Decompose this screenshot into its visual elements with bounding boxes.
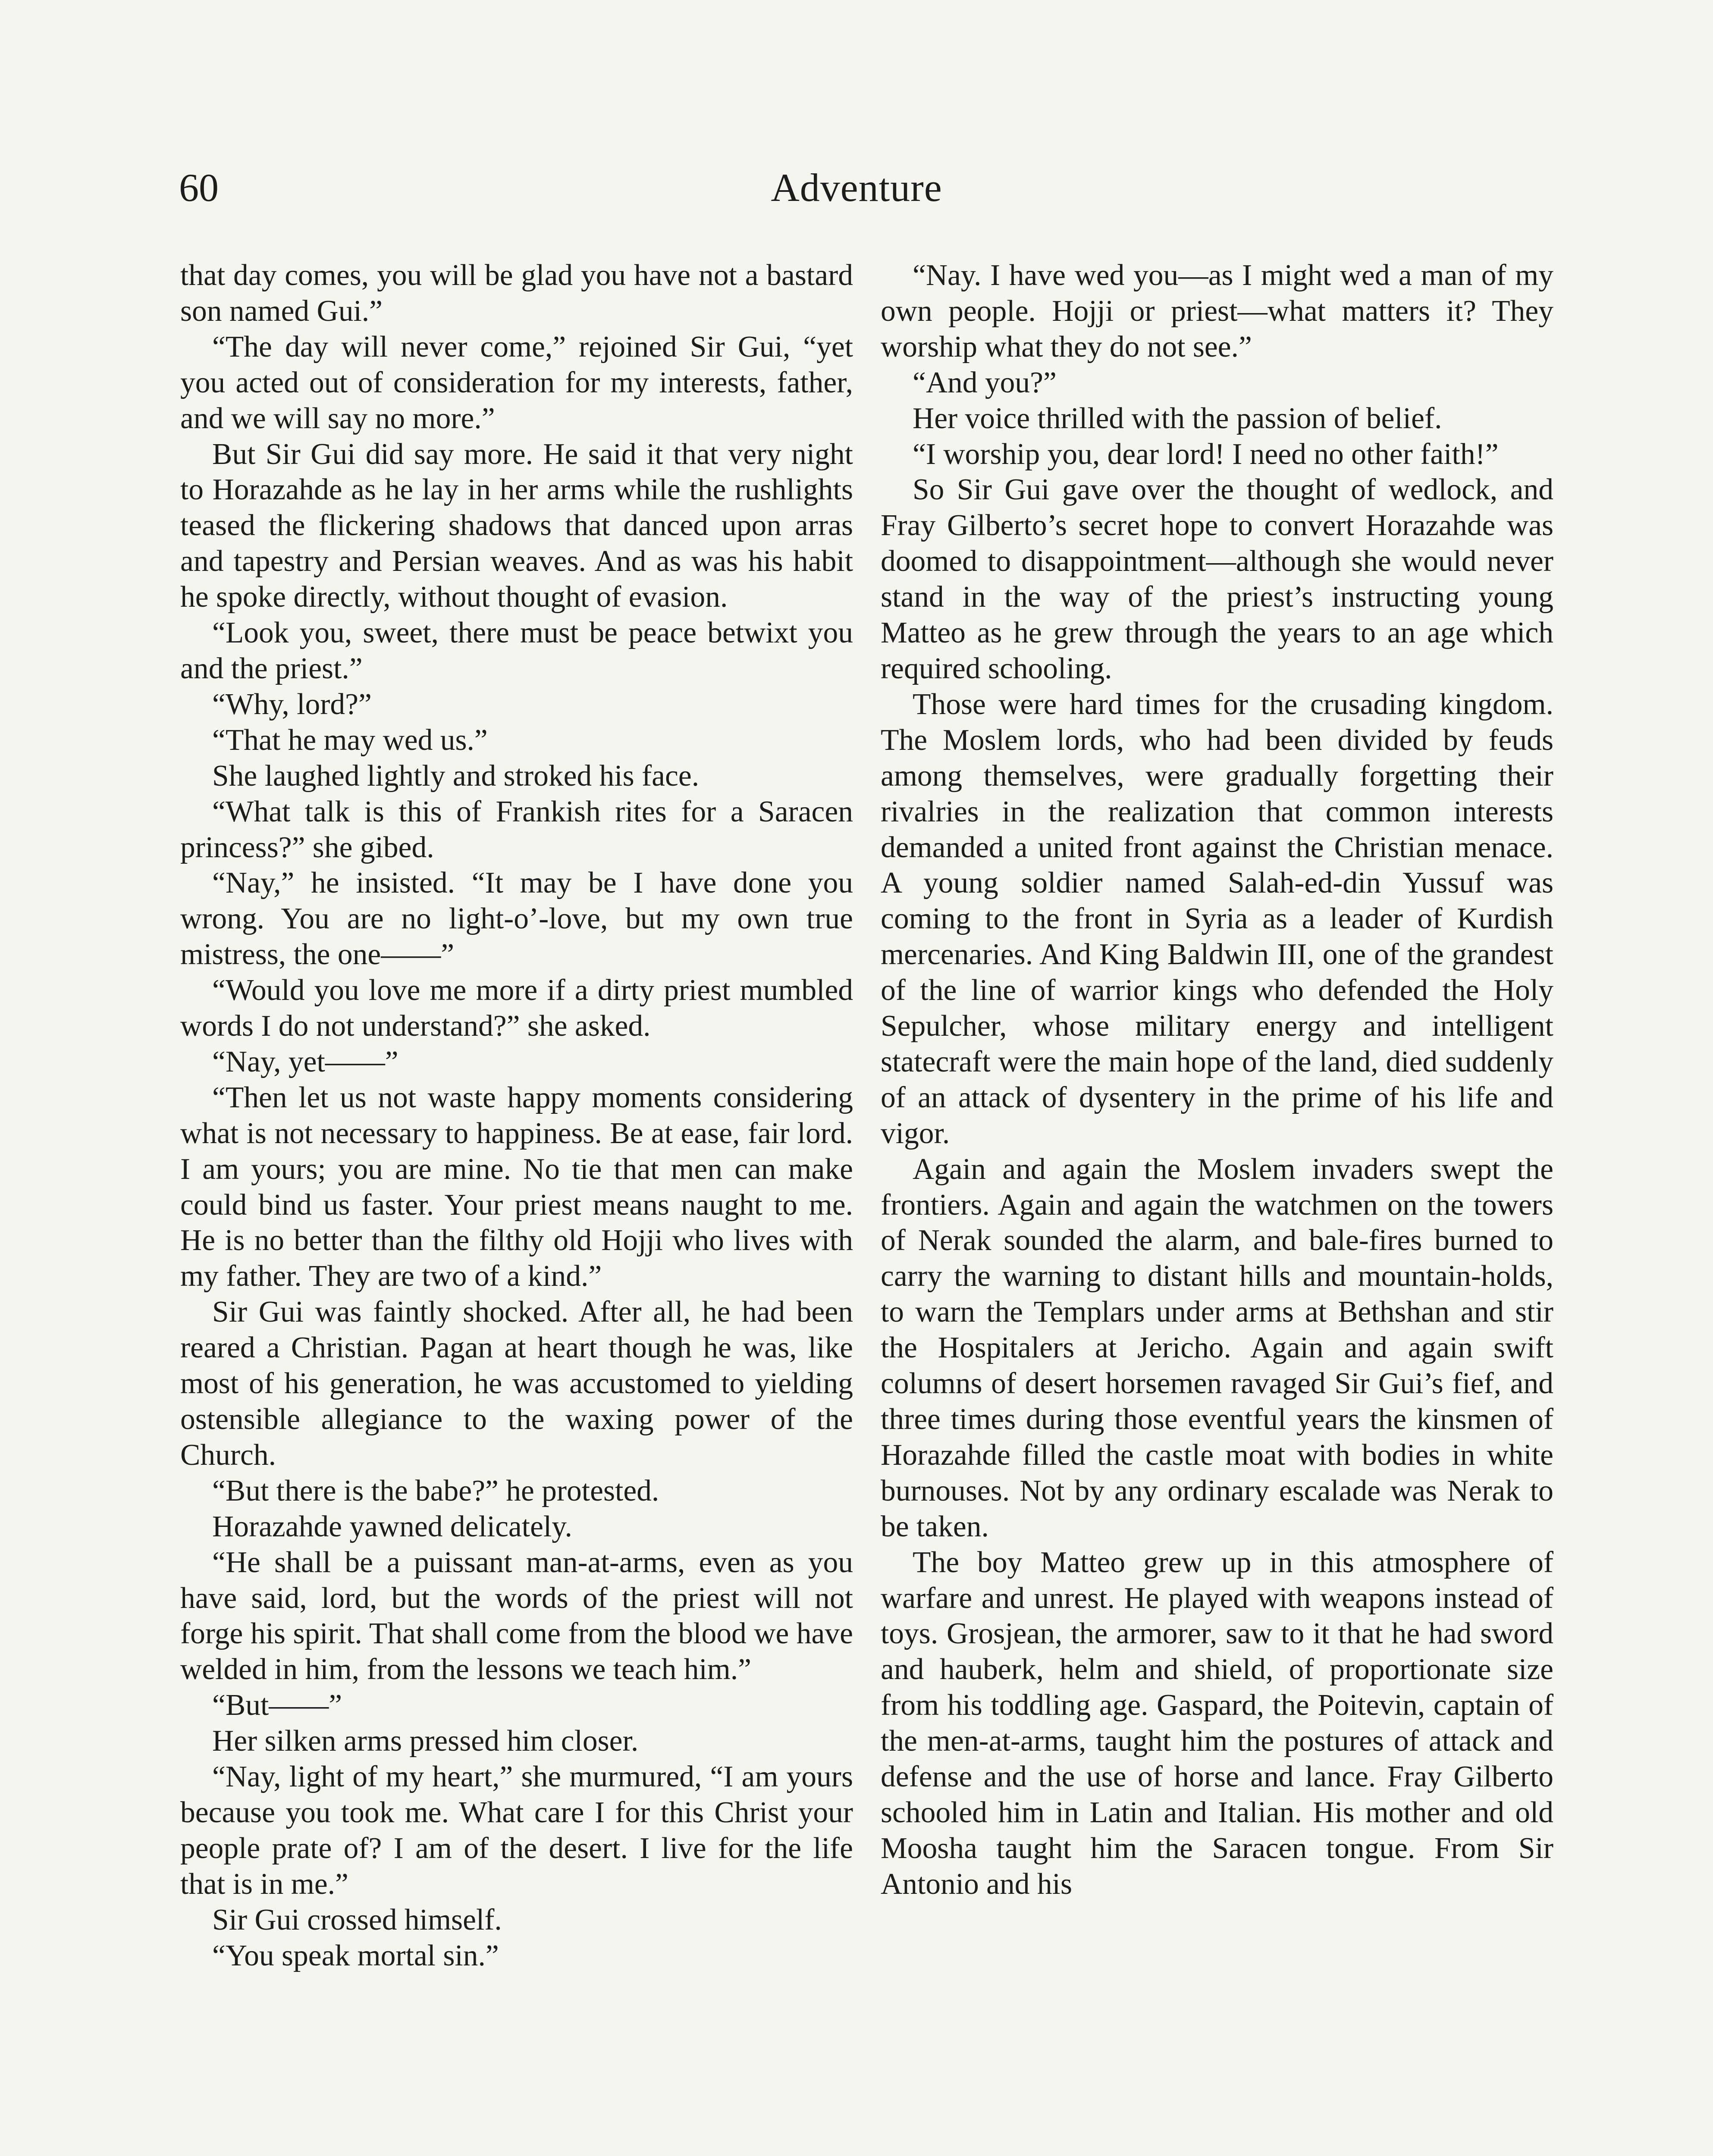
paragraph: The boy Matteo grew up in this atmosphere of warfare and unrest. He played with weapons instead of toys. Grosjean, the armorer, saw to it that he had sword and hauberk, helm and shield, of proportionate size from his toddling age. Gaspard, the Poitevin, captain of the men-at-arms, taught him the postures of attack and defense and the use of horse and lance. Fray Gilberto schooled him in Latin and Italian. His mother and old Moosha taught him the Saracen tongue. From Sir Antonio and his xyxy=(881,1545,1553,1901)
paragraph: “He shall be a puissant man-at-arms, even as you have said, lord, but the words of the priest will not forge his spirit. That shall come from the blood we have welded in him, from the lessons we teach him.” xyxy=(180,1545,853,1686)
paragraph: Her voice thrilled with the passion of belief. xyxy=(913,401,1442,435)
paragraph: “Look you, sweet, there must be peace betwixt you and the priest.” xyxy=(180,616,853,685)
paragraph: “Nay, light of my heart,” she murmured, “I am yours because you took me. What care I for this Christ your people prate of? I am of the desert. I live for the life that is in me.” xyxy=(180,1760,853,1901)
paragraph: “Then let us not waste happy moments considering what is not necessary to happiness. Be at ease, fair lord. I am yours; you are mine. No tie that men can make could bind us faster. Your priest means naught to me. He is no better than the filthy old Hojji who lives with my father. They are two of a kind.” xyxy=(180,1081,853,1293)
paragraph: “Would you love me more if a dirty priest mumbled words I do not understand?” she asked. xyxy=(180,974,853,1043)
paragraph: “And you?” xyxy=(913,366,1057,399)
paragraph: Her silken arms pressed him closer. xyxy=(212,1724,639,1758)
running-head xyxy=(179,160,1534,216)
paragraph: “You speak mortal sin.” xyxy=(212,1939,499,1972)
paragraph: “Nay, yet——” xyxy=(212,1045,398,1078)
paragraph: “Nay. I have wed you—as I might wed a man of my own people. Hojji or priest—what matters it? They worship what they do not see.” xyxy=(881,259,1553,364)
paragraph: “The day will never come,” rejoined Sir Gui, “yet you acted out of consideration for my interests, father, and we will say no more.” xyxy=(180,330,853,435)
page-number: 60 xyxy=(179,166,219,210)
paragraph: She laughed lightly and stroked his face. xyxy=(212,759,700,793)
paragraph: “But there is the babe?” he protested. xyxy=(212,1474,659,1507)
paragraph: “What talk is this of Frankish rites for a Saracen princess?” she gibed. xyxy=(180,795,853,864)
right-column xyxy=(881,258,1553,2156)
paragraph: So Sir Gui gave over the thought of wedlock, and Fray Gilberto’s secret hope to convert Horazahde was doomed to disappointment—although she would never stand in the way of the priest’s instructing young Matteo as he grew through the years to an age which required schooling. xyxy=(881,473,1553,685)
paragraph: Sir Gui crossed himself. xyxy=(212,1903,502,1937)
paragraph: “That he may wed us.” xyxy=(212,723,488,757)
paragraph: “But——” xyxy=(212,1689,342,1722)
running-title: Adventure xyxy=(771,166,942,210)
paragraph: But Sir Gui did say more. He said it that very night to Horazahde as he lay in her arms while the rushlights teased the flickering shadows that danced upon arras and tapestry and Persian weaves. And as was his habit he spoke directly, without thought of evasion. xyxy=(180,437,853,614)
paragraph: “Nay,” he insisted. “It may be I have done you wrong. You are no light-o’-love, but my own true mistress, the one——” xyxy=(180,866,853,971)
paragraph: “I worship you, dear lord! I need no other faith!” xyxy=(913,437,1499,471)
paragraph: Sir Gui was faintly shocked. After all, he had been reared a Christian. Pagan at heart though he was, like most of his generation, he was accustomed to yielding ostensible allegiance to the waxing power of the Church. xyxy=(180,1295,853,1472)
paragraph: Horazahde yawned delicately. xyxy=(212,1510,572,1543)
paragraph: Again and again the Moslem invaders swept the frontiers. Again and again the watchmen on the towers of Nerak sounded the alarm, and bale-fires burned to carry the warning to distant hills and mountain-holds, to warn the Templars under arms at Bethshan and stir the Hospitalers at Jericho. Again and again swift columns of desert horsemen ravaged Sir Gui’s fief, and three times during those eventful years the kinsmen of Horazahde filled the castle moat with bodies in white burnouses. Not by any ordinary escalade was Nerak to be taken. xyxy=(881,1152,1553,1543)
left-column xyxy=(180,258,853,2156)
paragraph: Those were hard times for the crusading kingdom. The Moslem lords, who had been divided by feuds among themselves, were gradually forgetting their rivalries in the realization that common interests demanded a united front against the Christian menace. A young soldier named Salah-ed-din Yussuf was coming to the front in Syria as a leader of Kurdish mercenaries. And King Baldwin III, one of the grandest of the line of warrior kings who defended the Holy Sepulcher, whose military energy and intelligent statecraft were the main hope of the land, died suddenly of an attack of dysentery in the prime of his life and vigor. xyxy=(881,687,1553,1150)
paragraph: that day comes, you will be glad you have not a bastard son named Gui.” xyxy=(180,259,853,328)
paragraph: “Why, lord?” xyxy=(212,687,372,721)
